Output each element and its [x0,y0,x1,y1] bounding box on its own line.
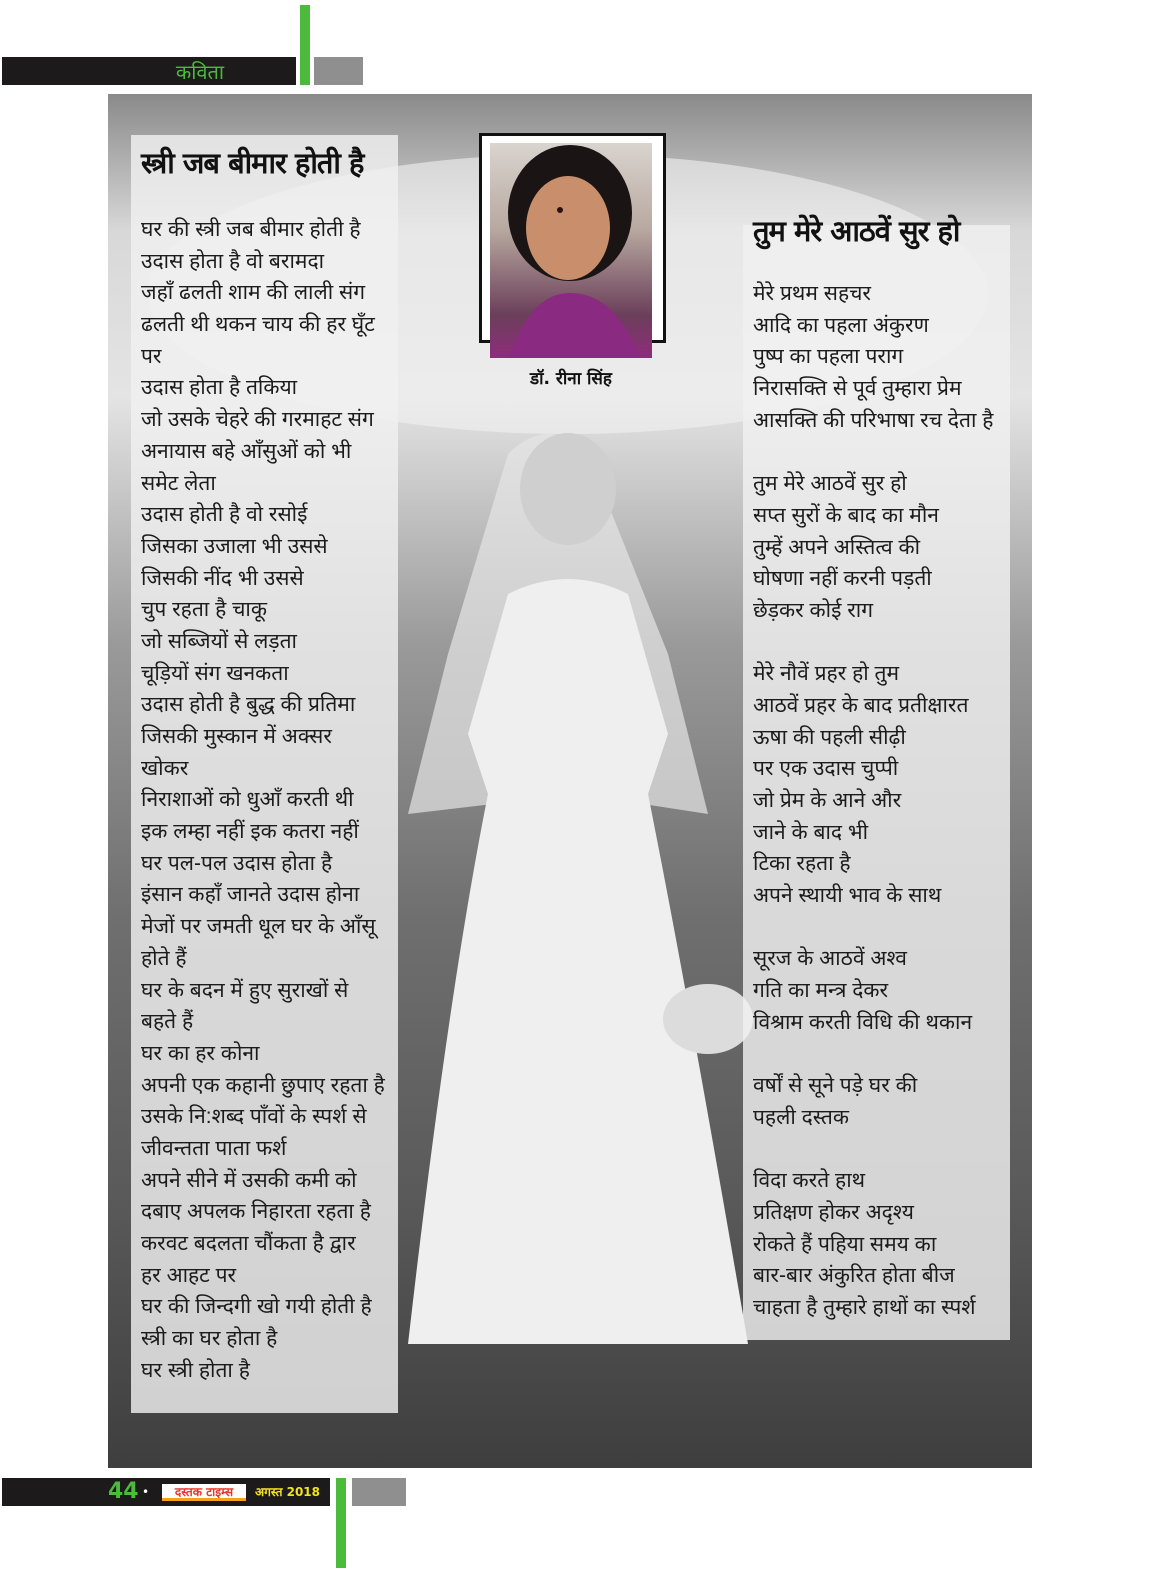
poem-line: स्त्री का घर होता है [141,1327,278,1351]
poem-line: अपने सीने में उसकी कमी को [141,1168,357,1192]
poem-line: विदा करते हाथ [753,1169,866,1193]
poem-line: पुष्प का पहला पराग [753,345,904,369]
poem-line: जीवन्तता पाता फर्श [141,1136,287,1160]
poem-line: जो उसके चेहरे की गरमाहट संग [141,408,374,432]
poem-line: छेड़कर कोई राग [753,598,874,622]
poem-line: बहते हैं [141,1010,194,1034]
poem-line: निरासक्ति से पूर्व तुम्हारा प्रेम [753,377,962,401]
poem-line: समेट लेता [141,471,216,495]
poem-line: इंसान कहाँ जानते उदास होना [141,883,360,907]
poem-line: खोकर [141,756,189,780]
poem-line: जो सब्जियों से लड़ता [141,629,297,653]
poem-line: इक लम्हा नहीं इक कतरा नहीं [141,820,359,844]
poem-line: चूड़ियों संग खनकता [141,661,289,685]
poem-line: घोषणा नहीं करनी पड़ती [753,567,932,591]
poem-line: घर का हर कोना [141,1041,260,1065]
poem-line [753,627,993,659]
poem-line: रोकते हैं पहिया समय का [753,1232,937,1256]
poem-line: होते हैं [141,946,187,970]
poem-line: निराशाओं को धुआँ करती थी [141,788,354,812]
poem-line: आसक्ति की परिभाषा रच देता है [753,408,994,432]
poem-line: उदास होता है वो बरामदा [141,249,325,273]
poem-line: पर एक उदास चुप्पी [753,757,899,781]
poem-line: बार-बार अंकुरित होता बीज [753,1264,955,1288]
magazine-logo: दस्तक टाइम्स [162,1484,246,1501]
poem-line: उदास होती है वो रसोई [141,503,308,527]
section-label: कविता [175,60,225,84]
poem-line: वर्षों से सूने पड़े घर की [753,1074,918,1098]
poem-line: अपने स्थायी भाव के साथ [753,884,942,908]
poem-line: आठवें प्रहर के बाद प्रतीक्षारत [753,693,969,717]
header-grey-block [314,57,363,85]
poem-line: उदास होती है बुद्ध की प्रतिमा [141,693,356,717]
poem-line: जिसकी नींद भी उससे [141,566,304,590]
poem-line: पर [141,344,162,368]
author-photo [490,143,652,358]
poem-line: जाने के बाद भी [753,820,869,844]
poem-line: जो प्रेम के आने और [753,789,902,812]
poem-line: जहाँ ढलती शाम की लाली संग [141,281,366,305]
poem-line: जिसका उजाला भी उससे [141,534,328,558]
poem-right-title: तुम मेरे आठवें सुर हो [753,214,960,248]
poem-line [753,1039,993,1071]
poem-line: घर की स्त्री जब बीमार होती है [141,218,361,241]
poem-right-panel [743,214,1010,1340]
poem-line: विश्राम करती विधि की थकान [753,1010,973,1034]
poem-line: चुप रहता है चाकू [141,598,267,622]
poem-line: चाहता है तुम्हारे हाथों का स्पर्श [753,1296,976,1319]
poem-line: मेरे नौवें प्रहर हो तुम [753,662,900,686]
poem-line: जिसकी मुस्कान में अक्सर [141,725,332,748]
footer-accent-bar [336,1478,346,1568]
header-accent-bar [300,5,310,85]
poem-right-body [753,278,993,1324]
poem-line: करवट बदलता चौंकता है द्वार [141,1232,356,1255]
poem-line: पहली दस्तक [753,1105,850,1129]
poem-left-title: स्त्री जब बीमार होती है [141,146,364,180]
poem-left-body [141,214,385,1386]
poem-line: प्रतिक्षण होकर अदृश्य [753,1200,914,1224]
poem-line: मेरे प्रथम सहचर [753,282,872,305]
footer-grey-block [352,1478,406,1506]
poem-line: ऊषा की पहली सीढ़ी [753,725,906,749]
footer-separator: • [142,1485,150,1499]
poem-line: उदास होता है तकिया [141,376,298,400]
poem-line: घर पल-पल उदास होता है [141,851,333,875]
poem-line: तुम मेरे आठवें सुर हो [753,472,907,496]
poem-left-panel [131,135,398,1413]
poem-line [753,912,993,944]
header-bar [2,57,296,85]
issue-date: अगस्त 2018 [255,1485,321,1499]
page-number: 44 [108,1479,139,1504]
poem-line: ढलती थी थकन चाय की हर घूँट [141,313,375,337]
poem-line: सप्त सुरों के बाद का मौन [753,503,939,527]
poem-line: घर के बदन में हुए सुराखों से [141,978,349,1002]
poem-line: मेजों पर जमती धूल घर के आँसू [141,915,376,939]
poem-line: सूरज के आठवें अश्व [753,947,907,971]
poem-line: घर की जिन्दगी खो गयी होती है [141,1295,372,1319]
poem-line: दबाए अपलक निहारता रहता है [141,1200,371,1224]
poem-line [753,436,993,468]
poem-line: घर स्त्री होता है [141,1358,250,1382]
poem-line: आदि का पहला अंकुरण [753,313,929,337]
poem-line: अपनी एक कहानी छुपाए रहता है [141,1073,385,1097]
poem-line: गति का मन्त्र देकर [753,979,889,1003]
poem-line: तुम्हें अपने अस्तित्व की [753,535,921,559]
poem-line: हर आहट पर [141,1263,237,1287]
poem-line: टिका रहता है [753,852,851,876]
author-name: डॉ. रीना सिंह [530,369,612,389]
poem-line [753,1134,993,1166]
poem-line: उसके नि:शब्द पाँवों के स्पर्श से [141,1105,367,1129]
poem-line: अनायास बहे आँसुओं को भी [141,439,352,463]
